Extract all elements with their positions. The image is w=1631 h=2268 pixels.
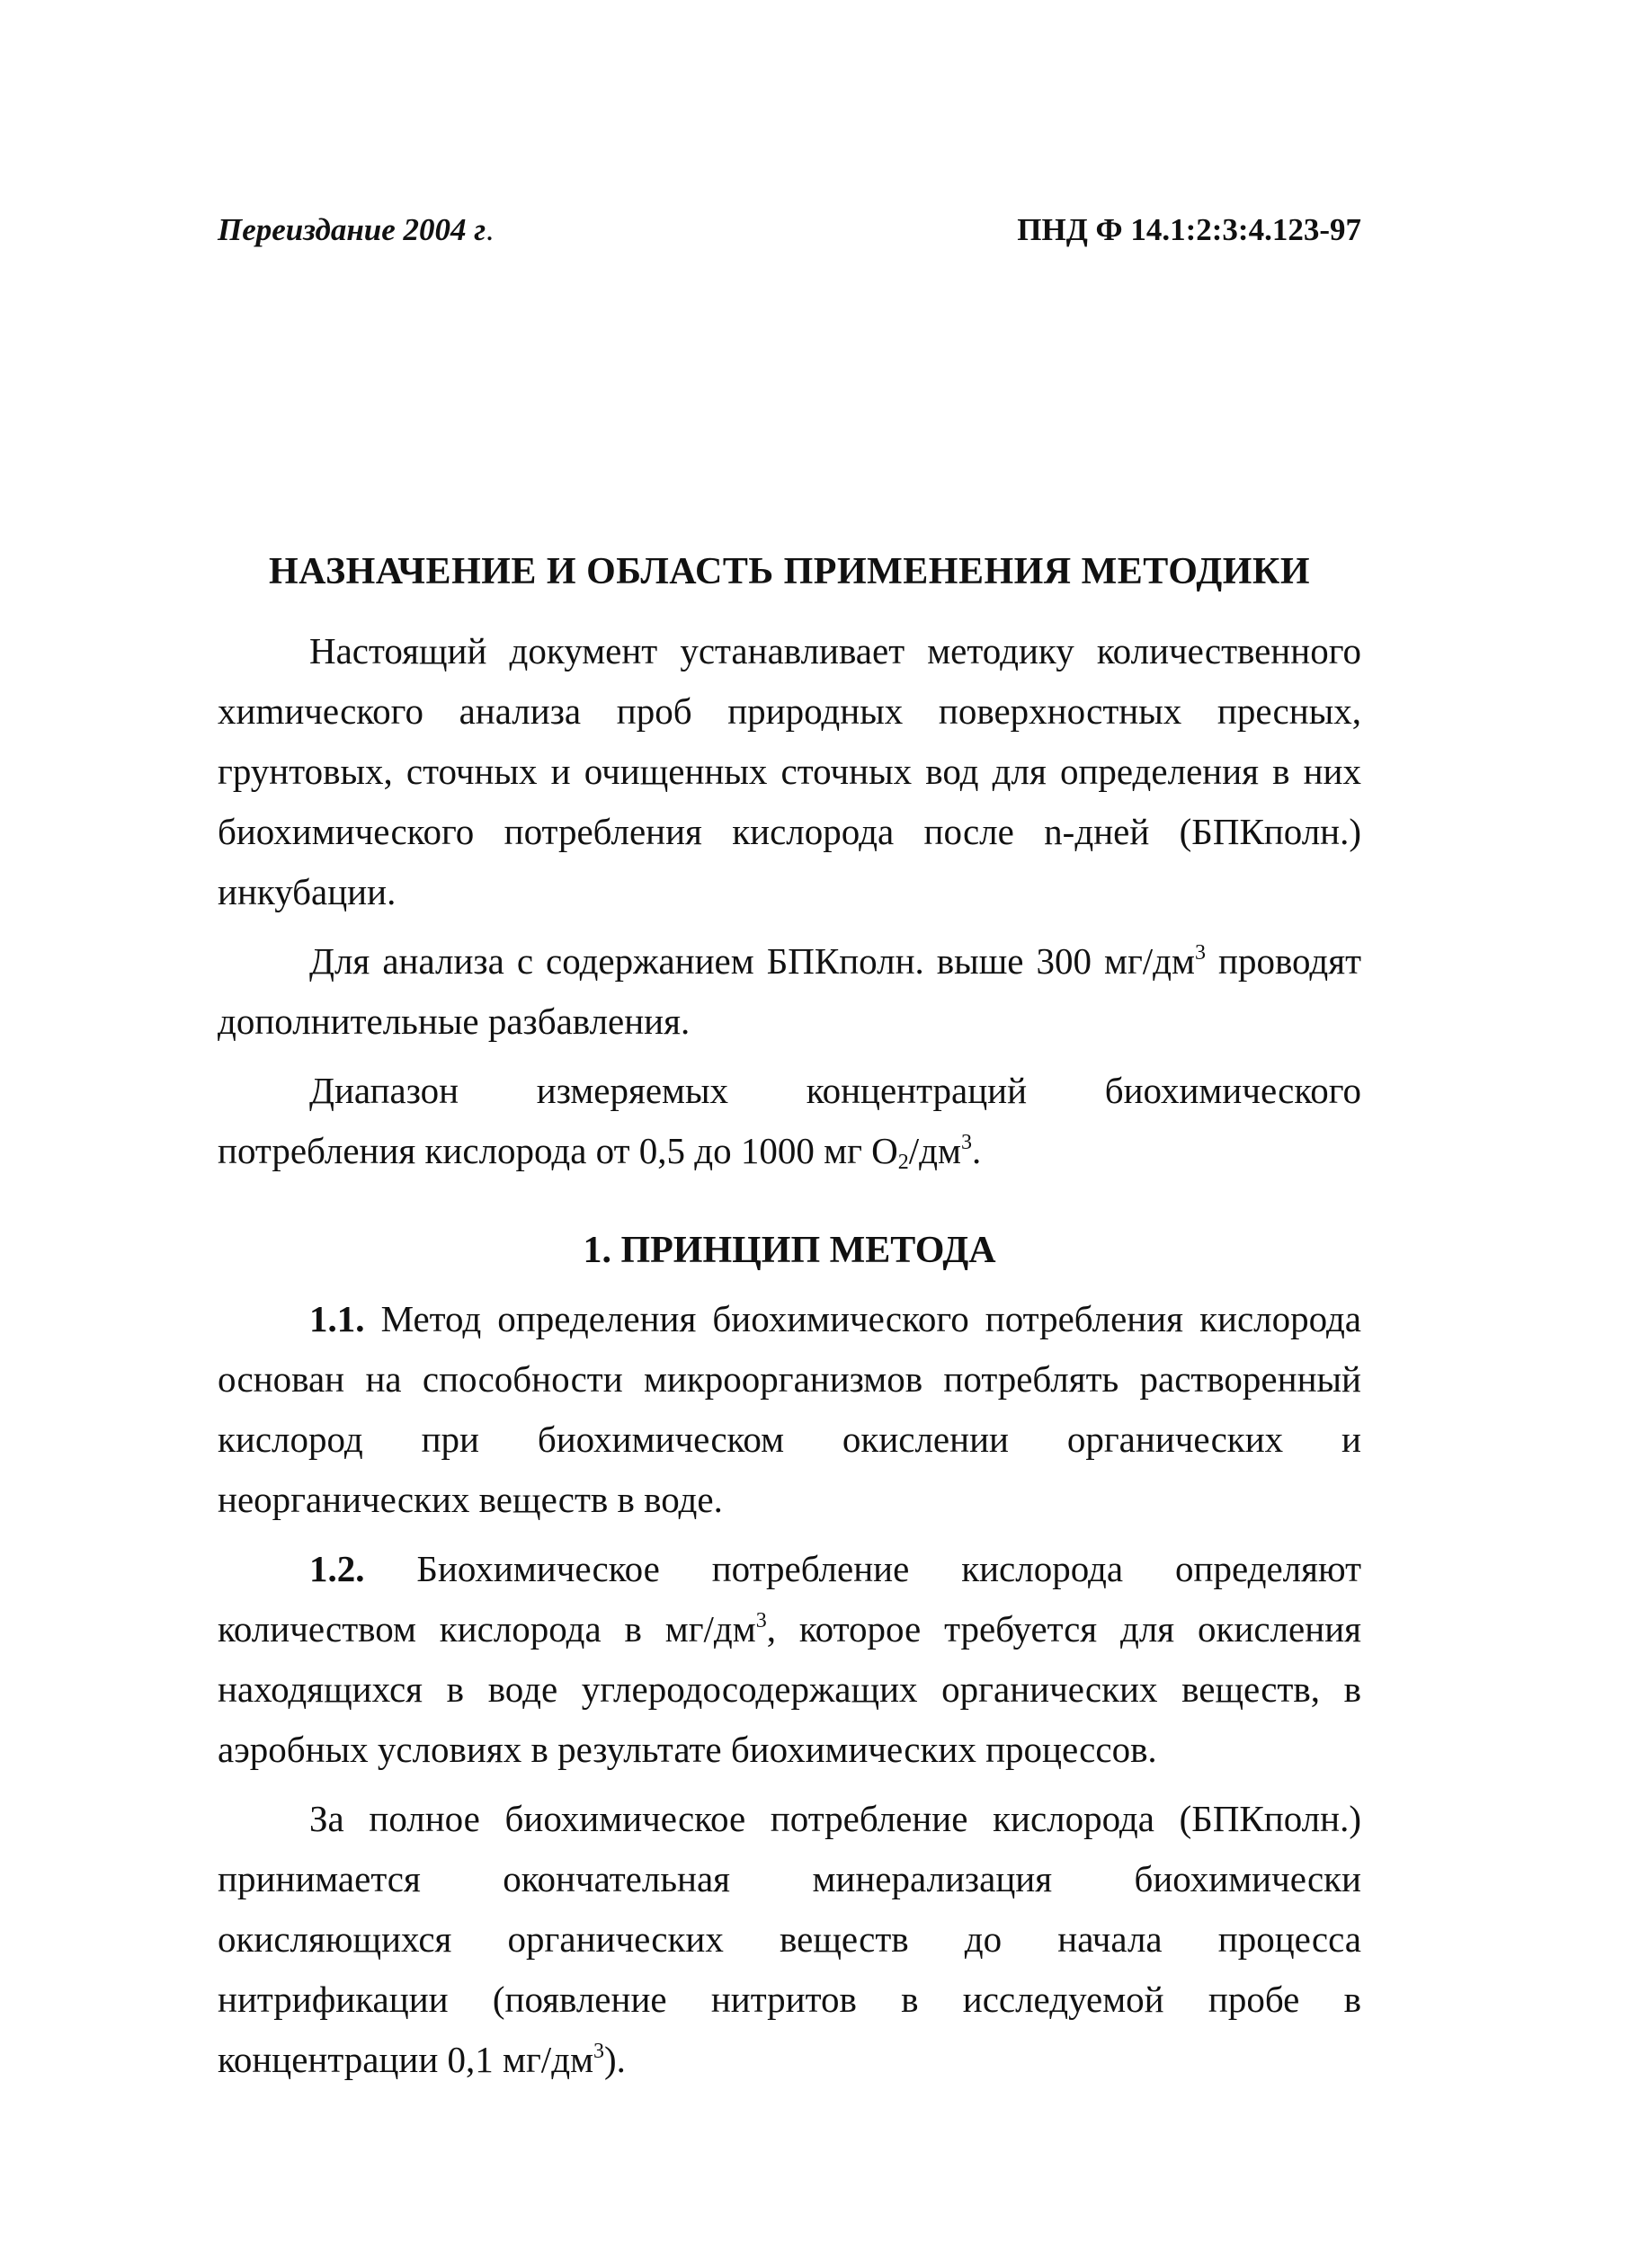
subscript-2: 2 <box>897 1151 909 1174</box>
superscript-3: 3 <box>960 1131 972 1154</box>
edition-note <box>218 212 494 248</box>
period: . <box>971 1130 982 1171</box>
page-header <box>218 212 1361 248</box>
clause-text: Биохимическое потребление кислорода определяют количеством кислорода в мг/дм <box>218 1548 1361 1650</box>
document-code: ПНД Ф 14.1:2:3:4.123-97 <box>1017 212 1361 247</box>
clause-number: 1.2. <box>309 1548 365 1589</box>
section-title-purpose: НАЗНАЧЕНИЕ И ОБЛАСТЬ ПРИМЕНЕНИЯ МЕТОДИКИ <box>268 551 1311 592</box>
paragraph-dilution-text-end: проводят дополнительные разбавления. <box>218 940 1361 1042</box>
edition-suffix: . <box>486 212 494 247</box>
superscript-3: 3 <box>593 2040 605 2063</box>
paragraph-dilution-text: Для анализа с содержанием БПКполн. выше 300 мг/дм <box>309 940 1195 982</box>
paragraph-purpose: Настоящий документ устанавливает методику количественного хиmического анализа проб природных поверхностных пресных, грунтовых, сточных и очищенных сточных вод для определения в них биохимического потребления кислорода после n-дней (БПКполн.) инкубации. <box>218 630 1361 912</box>
paragraph-full-bod-text: За полное биохимическое потребление кислорода (БПКполн.) принимается окончательная минерализация биохимически окисляющихся органических веществ до начала процесса нитрификации (появление нитритов в исследуемой пробе в концентрации 0,1 мг/дм <box>218 1798 1361 2080</box>
clause-1-1 <box>218 1289 1361 1530</box>
unit-dm: /дм <box>908 1130 961 1171</box>
paragraph-range-text: Диапазон измеряемых концентраций биохимического потребления кислорода от 0,5 до 1000 мг О <box>218 1070 1361 1171</box>
paragraph-full-bod-end: ). <box>604 2039 626 2080</box>
superscript-3: 3 <box>1194 941 1206 965</box>
section-title-principle: 1. ПРИНЦИП МЕТОДА <box>583 1230 996 1271</box>
edition-label: Переиздание 2004 г <box>218 212 486 247</box>
clause-text-end: , которое требуется для окисления находящихся в воде углеродосодержащих органических веществ, в аэробных условиях в результате биохимических процессов. <box>218 1608 1361 1770</box>
clause-1-2 <box>218 1539 1361 1780</box>
superscript-3: 3 <box>755 1609 767 1632</box>
document-body <box>218 542 1361 2099</box>
clause-text: Метод определения биохимического потребления кислорода основан на способности микроорганизмов потреблять растворенный кислород при биохимическом окислении органических и неорганических веществ в воде. <box>218 1298 1361 1520</box>
paragraph-range <box>218 1061 1361 1181</box>
paragraph-dilution <box>218 931 1361 1052</box>
paragraph-full-bod <box>218 1789 1361 2090</box>
clause-number: 1.1. <box>309 1298 365 1339</box>
